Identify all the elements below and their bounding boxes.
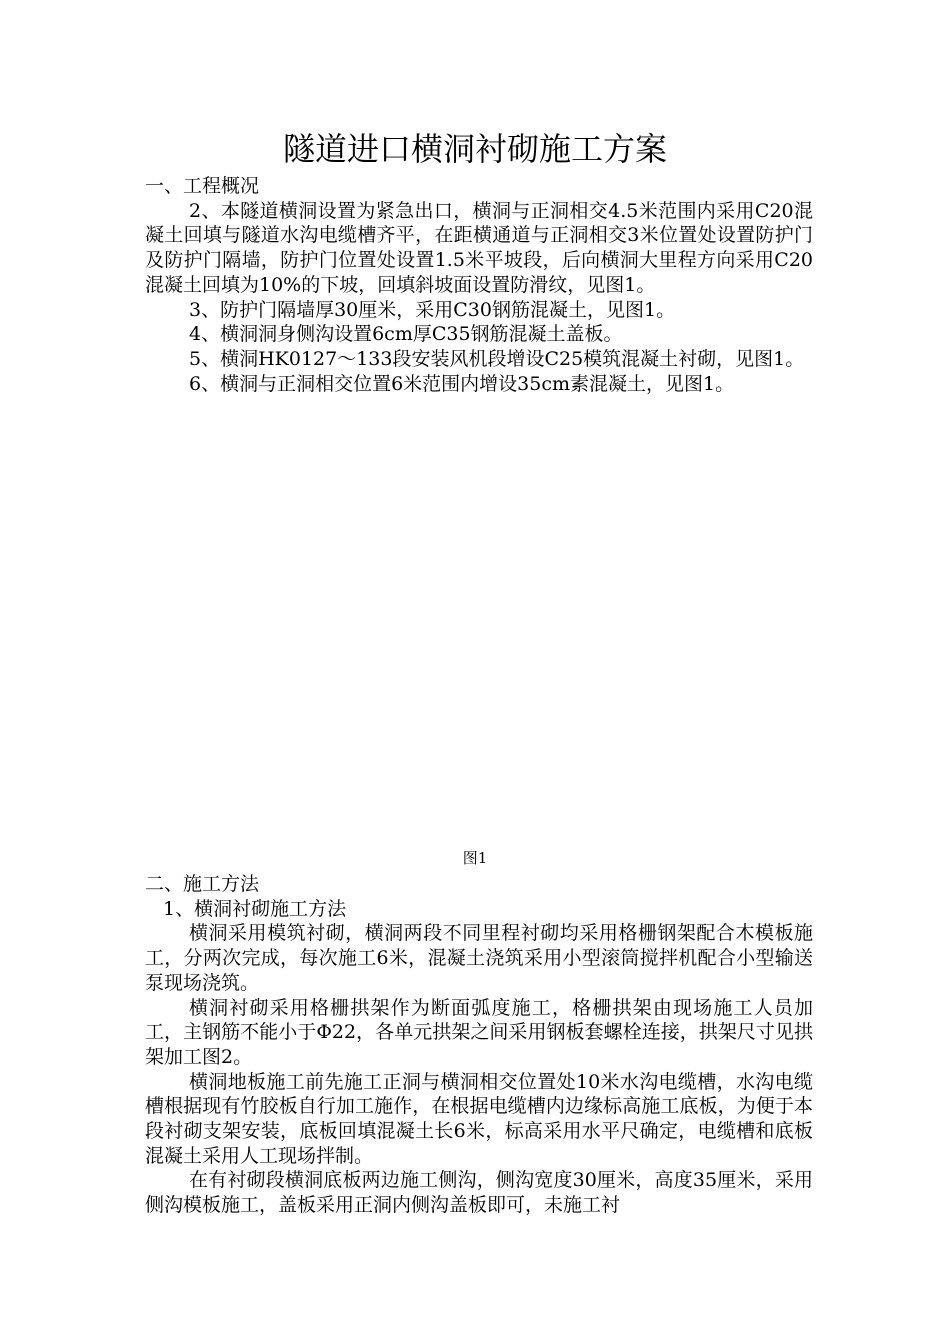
paragraph: 横洞采用模筑衬砌，横洞两段不同里程衬砌均采用格栅钢架配合木模板施工，分两次完成，每次施工6米，混凝土浇筑采用小型滚筒搅拌机配合小型输送泵现场浇筑。 xyxy=(145,922,813,994)
paragraph: 2、本隧道横洞设置为紧急出口，横洞与正洞相交4.5米范围内采用C20混凝土回填与隧道水沟电缆槽齐平，在距横通道与正洞相交3米位置处设置防护门及防护门隔墙，防护门位置处设置1.5米平坡段，后向横洞大里程方向采用C20混凝土回填为10%的下坡，回填斜坡面设置防滑纹，见图1。 xyxy=(145,199,813,296)
paragraph: 横洞衬砌采用格栅拱架作为断面弧度施工，格栅拱架由现场施工人员加工，主钢筋不能小于Φ22，各单元拱架之间采用钢板套螺栓连接，拱架尺寸见拱架加工图2。 xyxy=(145,996,813,1068)
subsection-heading: 1、横洞衬砌施工方法 xyxy=(163,897,347,920)
paragraph: 在有衬砌段横洞底板两边施工侧沟，侧沟宽度30厘米，高度35厘米，采用侧沟模板施工，盖板采用正洞内侧沟盖板即可，未施工衬 xyxy=(145,1169,813,1217)
paragraph: 4、横洞洞身侧沟设置6cm厚C35钢筋混凝土盖板。 xyxy=(189,323,623,346)
section-heading-method: 二、施工方法 xyxy=(145,873,260,895)
paragraph: 5、横洞HK0127～133段安装风机段增设C25模筑混凝土衬砌，见图1。 xyxy=(189,347,805,370)
paragraph: 6、横洞与正洞相交位置6米范围内增设35cm素混凝土，见图1。 xyxy=(189,372,735,395)
section-method xyxy=(145,872,813,1218)
document-title: 隧道进口横洞衬砌施工方案 xyxy=(282,130,667,168)
figure-placeholder xyxy=(145,480,813,840)
paragraph: 3、防护门隔墙厚30厘米，采用C30钢筋混凝土，见图1。 xyxy=(189,298,676,321)
paragraph: 横洞地板施工前先施工正洞与横洞相交位置处10米水沟电缆槽，水沟电缆槽根据现有竹胶板自行加工施作，在根据电缆槽内边缘标高施工底板，为便于本段衬砌支架安装，底板回填混凝土长6米，标高采用水平尺确定，电缆槽和底板混凝土采用人工现场拌制。 xyxy=(145,1070,813,1167)
section-heading-overview: 一、工程概况 xyxy=(145,175,260,197)
figure-caption: 图1 xyxy=(462,849,488,867)
section-overview xyxy=(145,174,813,396)
